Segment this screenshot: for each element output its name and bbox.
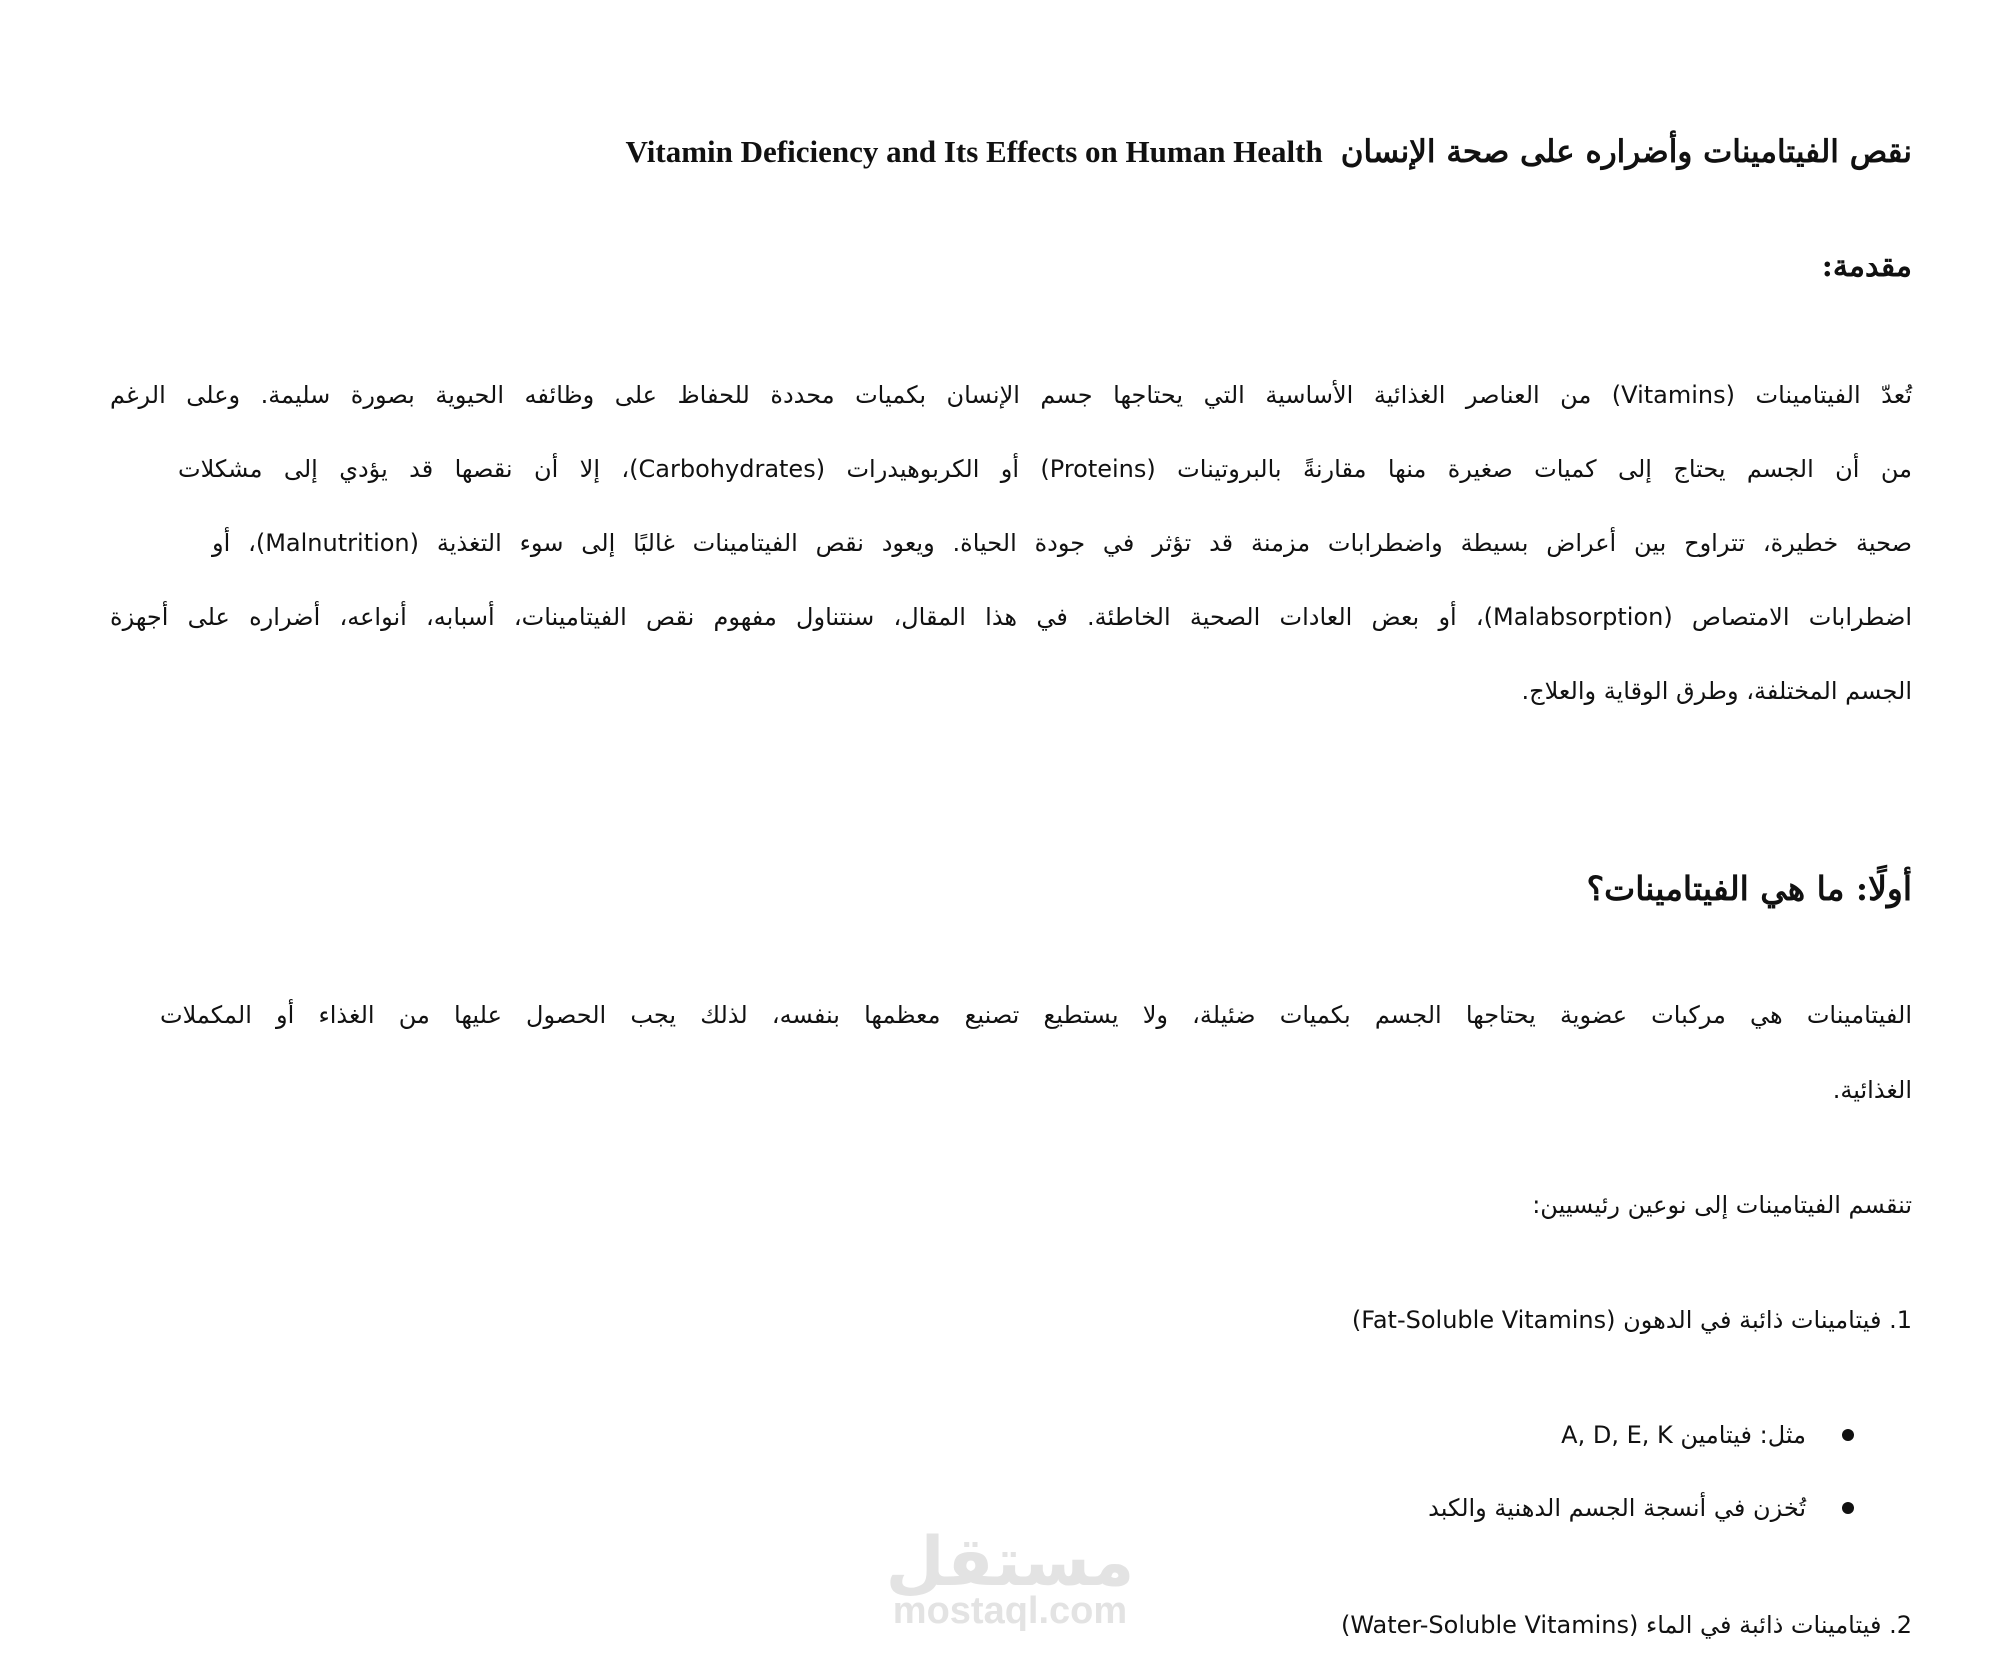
mostaql-watermark bbox=[880, 1524, 1140, 1632]
intro-line: تُعدّ الفيتامينات (Vitamins) من العناصر الغذائية الأساسية التي يحتاجها جسم الإنسان بكميات محددة للحفاظ على وظائفه الحيوية بصورة سليمة. وعلى الرغم bbox=[110, 381, 1912, 409]
bullet-text: تُخزن في أنسجة الجسم الدهنية والكبد bbox=[1428, 1494, 1806, 1522]
section-heading-what-are-vitamins: أولًا: ما هي الفيتامينات؟ bbox=[1586, 869, 1912, 908]
intro-line: الجسم المختلفة، وطرق الوقاية والعلاج. bbox=[1521, 677, 1912, 705]
item-number: 1. bbox=[1889, 1306, 1912, 1334]
title-english: Vitamin Deficiency and Its Effects on Human Health bbox=[625, 134, 1323, 169]
intro-line: من أن الجسم يحتاج إلى كميات صغيرة منها مقارنةً بالبروتينات (Proteins) أو الكربوهيدرات (Carbohydrates)، إلا أن نقصها قد يؤدي إلى مشكلات bbox=[178, 455, 1912, 483]
bullet-icon bbox=[1842, 1502, 1854, 1514]
section1-line: الغذائية. bbox=[1832, 1076, 1912, 1104]
numbered-item-fat-soluble bbox=[1352, 1308, 1912, 1332]
bullet-icon bbox=[1842, 1429, 1854, 1441]
intro-line: اضطرابات الامتصاص (Malabsorption)، أو بعض العادات الصحية الخاطئة. في هذا المقال، سنتناول مفهوم نقص الفيتامينات، أسبابه، أنواعه، أضراره على أجهزة bbox=[110, 603, 1912, 631]
types-intro: تنقسم الفيتامينات إلى نوعين رئيسيين: bbox=[1532, 1191, 1912, 1219]
numbered-item-water-soluble bbox=[1341, 1613, 1912, 1637]
item-label: فيتامينات ذائبة في الدهون (Fat-Soluble Vitamins) bbox=[1351, 1306, 1882, 1334]
bullet-item bbox=[1561, 1423, 1854, 1447]
intro-line: صحية خطيرة، تتراوح بين أعراض بسيطة واضطرابات مزمنة قد تؤثر في جودة الحياة. ويعود نقص الفيتامينات غالبًا إلى سوء التغذية (Malnutrition)، أو bbox=[212, 529, 1912, 557]
bullet-text: مثل: فيتامين A, D, E, K bbox=[1561, 1421, 1806, 1449]
section1-line: الفيتامينات هي مركبات عضوية يحتاجها الجسم بكميات ضئيلة، ولا يستطيع تصنيع معظمها بنفسه، لذلك يجب الحصول عليها من الغذاء أو المكملات bbox=[160, 1001, 1912, 1029]
watermark-arabic-logo: مستقل bbox=[885, 1524, 1135, 1600]
item-number: 2. bbox=[1889, 1611, 1912, 1639]
title-arabic: نقص الفيتامينات وأضراره على صحة الإنسان bbox=[1340, 134, 1912, 170]
document-title bbox=[626, 136, 1912, 168]
intro-heading: مقدمة: bbox=[1821, 249, 1912, 284]
bullet-item bbox=[1428, 1496, 1854, 1520]
item-label: فيتامينات ذائبة في الماء (Water-Soluble Vitamins) bbox=[1340, 1611, 1882, 1639]
watermark-domain: mostaql.com bbox=[892, 1590, 1128, 1632]
